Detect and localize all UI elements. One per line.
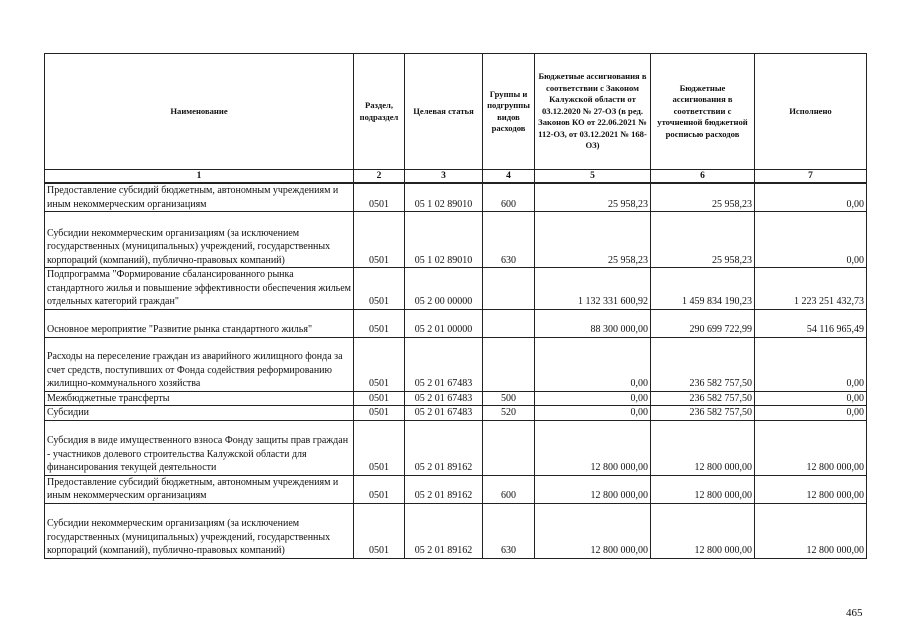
- expense-group-cell: 500: [483, 391, 535, 406]
- section-cell: 0501: [354, 503, 405, 558]
- column-number: 4: [483, 170, 535, 184]
- table-row: [45, 309, 867, 337]
- law-allocation-cell: 12 800 000,00: [535, 503, 651, 558]
- row-name-cell: Межбюджетные трансферты: [45, 391, 354, 406]
- executed-cell: 0,00: [755, 406, 867, 421]
- executed-cell: 0,00: [755, 337, 867, 391]
- header-section: Раздел, подраздел: [354, 54, 405, 170]
- row-name-cell: Субсидии некоммерческим организациям (за исключением государственных (муниципальных) учреждений, государственных корпораций (компаний), публично-правовых компаний): [45, 212, 354, 268]
- section-cell: 0501: [354, 183, 405, 212]
- target-article-cell: 05 2 01 00000: [405, 309, 483, 337]
- section-cell: 0501: [354, 337, 405, 391]
- header-refined-allocations: Бюджетные ассигнования в соответствии с уточненной бюджетной росписью расходов: [651, 54, 755, 170]
- section-cell: 0501: [354, 309, 405, 337]
- column-number: 5: [535, 170, 651, 184]
- row-name-cell: Основное мероприятие "Развитие рынка стандартного жилья": [45, 309, 354, 337]
- expense-group-cell: [483, 268, 535, 310]
- column-number: 3: [405, 170, 483, 184]
- refined-allocation-cell: 12 800 000,00: [651, 420, 755, 475]
- executed-cell: 54 116 965,49: [755, 309, 867, 337]
- refined-allocation-cell: 236 582 757,50: [651, 391, 755, 406]
- expense-group-cell: [483, 420, 535, 475]
- executed-cell: 12 800 000,00: [755, 420, 867, 475]
- refined-allocation-cell: 12 800 000,00: [651, 475, 755, 503]
- executed-cell: 1 223 251 432,73: [755, 268, 867, 310]
- table-row: [45, 391, 867, 406]
- executed-cell: 12 800 000,00: [755, 475, 867, 503]
- expense-group-cell: 600: [483, 475, 535, 503]
- law-allocation-cell: 0,00: [535, 337, 651, 391]
- law-allocation-cell: 12 800 000,00: [535, 420, 651, 475]
- page-number: 465: [846, 607, 863, 619]
- target-article-cell: 05 2 01 89162: [405, 503, 483, 558]
- expense-group-cell: [483, 309, 535, 337]
- column-number: 6: [651, 170, 755, 184]
- section-cell: 0501: [354, 475, 405, 503]
- section-cell: 0501: [354, 420, 405, 475]
- expense-group-cell: 630: [483, 212, 535, 268]
- header-law-allocations: Бюджетные ассигнования в соответствии с Законом Калужской области от 03.12.2020 № 27-ОЗ (в ред. Законов КО от 22.06.2021 № 112-ОЗ, от 03.12.2021 № 168-ОЗ): [535, 54, 651, 170]
- law-allocation-cell: 0,00: [535, 406, 651, 421]
- table-row: [45, 475, 867, 503]
- row-name-cell: Предоставление субсидий бюджетным, автономным учреждениям и иным некоммерческим организациям: [45, 183, 354, 212]
- column-number: 7: [755, 170, 867, 184]
- refined-allocation-cell: 290 699 722,99: [651, 309, 755, 337]
- row-name-cell: Субсидии некоммерческим организациям (за исключением государственных (муниципальных) учреждений, государственных корпораций (компаний), публично-правовых компаний): [45, 503, 354, 558]
- target-article-cell: 05 2 01 67483: [405, 337, 483, 391]
- law-allocation-cell: 25 958,23: [535, 212, 651, 268]
- header-executed: Исполнено: [755, 54, 867, 170]
- target-article-cell: 05 2 01 67483: [405, 391, 483, 406]
- refined-allocation-cell: 25 958,23: [651, 212, 755, 268]
- section-cell: 0501: [354, 391, 405, 406]
- target-article-cell: 05 2 00 00000: [405, 268, 483, 310]
- target-article-cell: 05 1 02 89010: [405, 212, 483, 268]
- row-name-cell: Предоставление субсидий бюджетным, автономным учреждениям и иным некоммерческим организациям: [45, 475, 354, 503]
- executed-cell: 0,00: [755, 212, 867, 268]
- table-row: [45, 406, 867, 421]
- refined-allocation-cell: 236 582 757,50: [651, 337, 755, 391]
- refined-allocation-cell: 1 459 834 190,23: [651, 268, 755, 310]
- table-row: [45, 420, 867, 475]
- expense-group-cell: 600: [483, 183, 535, 212]
- table-row: [45, 212, 867, 268]
- table-row: [45, 268, 867, 310]
- column-number: 1: [45, 170, 354, 184]
- row-name-cell: Субсидия в виде имущественного взноса Фонду защиты прав граждан - участников долевого строительства Калужской области для финансирования текущей деятельности: [45, 420, 354, 475]
- row-name-cell: Субсидии: [45, 406, 354, 421]
- budget-table: [44, 53, 867, 559]
- header-target-article: Целевая статья: [405, 54, 483, 170]
- executed-cell: 0,00: [755, 183, 867, 212]
- column-number: 2: [354, 170, 405, 184]
- section-cell: 0501: [354, 268, 405, 310]
- law-allocation-cell: 0,00: [535, 391, 651, 406]
- law-allocation-cell: 88 300 000,00: [535, 309, 651, 337]
- target-article-cell: 05 2 01 67483: [405, 406, 483, 421]
- section-cell: 0501: [354, 406, 405, 421]
- refined-allocation-cell: 12 800 000,00: [651, 503, 755, 558]
- header-row: [45, 54, 867, 170]
- expense-group-cell: 520: [483, 406, 535, 421]
- header-name: Наименование: [45, 54, 354, 170]
- target-article-cell: 05 2 01 89162: [405, 420, 483, 475]
- law-allocation-cell: 1 132 331 600,92: [535, 268, 651, 310]
- target-article-cell: 05 1 02 89010: [405, 183, 483, 212]
- table-row: [45, 503, 867, 558]
- section-cell: 0501: [354, 212, 405, 268]
- table-row: [45, 337, 867, 391]
- law-allocation-cell: 12 800 000,00: [535, 475, 651, 503]
- target-article-cell: 05 2 01 89162: [405, 475, 483, 503]
- table-row: [45, 183, 867, 212]
- header-expense-groups: Группы и подгруппы видов расходов: [483, 54, 535, 170]
- row-name-cell: Расходы на переселение граждан из аварийного жилищного фонда за счет средств, поступивших от Фонда содействия реформированию жилищно-коммунального хозяйства: [45, 337, 354, 391]
- executed-cell: 0,00: [755, 391, 867, 406]
- expense-group-cell: [483, 337, 535, 391]
- column-number-row: [45, 170, 867, 184]
- refined-allocation-cell: 25 958,23: [651, 183, 755, 212]
- executed-cell: 12 800 000,00: [755, 503, 867, 558]
- row-name-cell: Подпрограмма "Формирование сбалансированного рынка стандартного жилья и повышение эффективности обеспечения жильем отдельных категорий граждан": [45, 268, 354, 310]
- refined-allocation-cell: 236 582 757,50: [651, 406, 755, 421]
- law-allocation-cell: 25 958,23: [535, 183, 651, 212]
- expense-group-cell: 630: [483, 503, 535, 558]
